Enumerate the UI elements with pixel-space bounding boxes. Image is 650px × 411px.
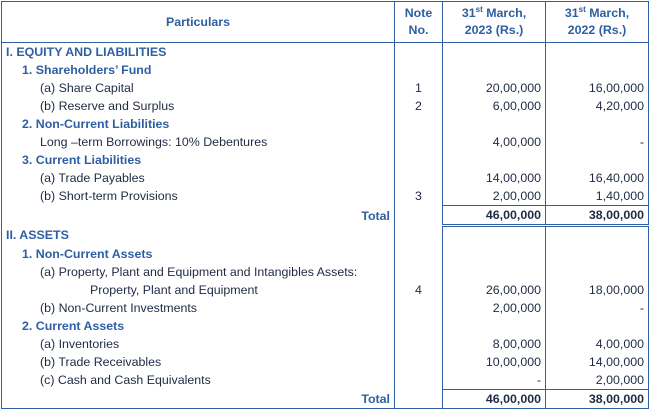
section-label: II. ASSETS bbox=[2, 226, 395, 246]
row-label: (a) Property, Plant and Equipment and Intangibles Assets: bbox=[2, 263, 395, 281]
value-2023: 10,00,000 bbox=[443, 353, 546, 371]
value-2022: - bbox=[546, 299, 649, 317]
value-2023 bbox=[443, 151, 546, 169]
table-row bbox=[2, 281, 649, 299]
total-2022: 38,00,000 bbox=[546, 206, 649, 226]
row-label: (a) Share Capital bbox=[2, 79, 395, 97]
row-label: (c) Cash and Cash Equivalents bbox=[2, 371, 395, 390]
value-2022: - bbox=[546, 133, 649, 151]
section-label: I. EQUITY AND LIABILITIES bbox=[2, 43, 395, 62]
header-y1-month: March, bbox=[482, 6, 527, 20]
value-2023: 26,00,000 bbox=[443, 281, 546, 299]
subheading-label: 1. Shareholders’ Fund bbox=[2, 61, 395, 79]
table-row bbox=[2, 97, 649, 115]
table-row bbox=[2, 79, 649, 97]
value-2022 bbox=[546, 245, 649, 263]
note-cell: 2 bbox=[395, 97, 443, 115]
value-2022: 14,00,000 bbox=[546, 353, 649, 371]
value-2023 bbox=[443, 263, 546, 281]
value-2023 bbox=[443, 61, 546, 79]
header-y1-day: 31 bbox=[461, 6, 476, 20]
header-y2-line2: 2022 (Rs.) bbox=[567, 23, 627, 37]
value-2023 bbox=[443, 43, 546, 62]
table-row bbox=[2, 169, 649, 187]
row-label: (b) Reserve and Surplus bbox=[2, 97, 395, 115]
note-cell: 1 bbox=[395, 79, 443, 97]
row-label: Property, Plant and Equipment bbox=[2, 281, 395, 299]
value-2023: 6,00,000 bbox=[443, 97, 546, 115]
header-y2-month: March, bbox=[585, 6, 630, 20]
note-cell: 4 bbox=[395, 281, 443, 299]
value-2022 bbox=[546, 317, 649, 335]
value-2022: 1,40,000 bbox=[546, 187, 649, 206]
subheading-label: 2. Non-Current Liabilities bbox=[2, 115, 395, 133]
subheading-row bbox=[2, 115, 649, 133]
header-note-line2: No. bbox=[408, 23, 429, 37]
note-cell bbox=[395, 115, 443, 133]
note-cell bbox=[395, 43, 443, 62]
header-y2-sup: st bbox=[578, 4, 586, 14]
value-2022: 16,40,000 bbox=[546, 169, 649, 187]
header-note-no bbox=[395, 2, 443, 43]
total-2023: 46,00,000 bbox=[443, 206, 546, 226]
table-row bbox=[2, 299, 649, 317]
note-cell bbox=[395, 61, 443, 79]
note-cell bbox=[395, 353, 443, 371]
value-2023: - bbox=[443, 371, 546, 390]
section-row bbox=[2, 226, 649, 246]
value-2022: 4,20,000 bbox=[546, 97, 649, 115]
header-year-2022 bbox=[546, 2, 649, 43]
value-2022: 16,00,000 bbox=[546, 79, 649, 97]
row-label: (b) Trade Receivables bbox=[2, 353, 395, 371]
header-note-line1: Note bbox=[404, 6, 433, 20]
note-cell bbox=[395, 226, 443, 246]
value-2023: 8,00,000 bbox=[443, 335, 546, 353]
total-2023: 46,00,000 bbox=[443, 390, 546, 409]
value-2023 bbox=[443, 226, 546, 246]
header-particulars: Particulars bbox=[2, 2, 395, 43]
subheading-label: 3. Current Liabilities bbox=[2, 151, 395, 169]
note-cell bbox=[395, 299, 443, 317]
value-2022: 18,00,000 bbox=[546, 281, 649, 299]
note-cell: 3 bbox=[395, 187, 443, 206]
table-row bbox=[2, 371, 649, 390]
value-2023 bbox=[443, 245, 546, 263]
row-label: (a) Trade Payables bbox=[2, 169, 395, 187]
table-row bbox=[2, 263, 649, 281]
value-2022: 4,00,000 bbox=[546, 335, 649, 353]
table-row bbox=[2, 335, 649, 353]
header-y2-day: 31 bbox=[564, 6, 579, 20]
section-row bbox=[2, 43, 649, 62]
total-2022: 38,00,000 bbox=[546, 390, 649, 409]
balance-sheet-table bbox=[1, 1, 649, 409]
subheading-row bbox=[2, 151, 649, 169]
subheading-label: 2. Current Assets bbox=[2, 317, 395, 335]
subheading-row bbox=[2, 317, 649, 335]
value-2022: 2,00,000 bbox=[546, 371, 649, 390]
header-row bbox=[2, 2, 649, 43]
table-row bbox=[2, 133, 649, 151]
row-label: (b) Non-Current Investments bbox=[2, 299, 395, 317]
value-2022 bbox=[546, 61, 649, 79]
value-2023: 4,00,000 bbox=[443, 133, 546, 151]
subheading-label: 1. Non-Current Assets bbox=[2, 245, 395, 263]
note-cell bbox=[395, 371, 443, 390]
value-2023 bbox=[443, 317, 546, 335]
total-row bbox=[2, 390, 649, 409]
total-label: Total bbox=[2, 390, 395, 409]
row-label: Long –term Borrowings: 10% Debentures bbox=[2, 133, 395, 151]
value-2023: 2,00,000 bbox=[443, 299, 546, 317]
value-2022 bbox=[546, 151, 649, 169]
row-label: (b) Short-term Provisions bbox=[2, 187, 395, 206]
value-2022 bbox=[546, 115, 649, 133]
value-2023 bbox=[443, 115, 546, 133]
note-cell bbox=[395, 169, 443, 187]
value-2022 bbox=[546, 226, 649, 246]
total-label: Total bbox=[2, 206, 395, 226]
note-cell bbox=[395, 390, 443, 409]
subheading-row bbox=[2, 61, 649, 79]
subheading-row bbox=[2, 245, 649, 263]
header-y1-line2: 2023 (Rs.) bbox=[464, 23, 524, 37]
value-2023: 14,00,000 bbox=[443, 169, 546, 187]
header-y1-sup: st bbox=[475, 4, 483, 14]
note-cell bbox=[395, 317, 443, 335]
value-2022 bbox=[546, 43, 649, 62]
value-2023: 20,00,000 bbox=[443, 79, 546, 97]
note-cell bbox=[395, 133, 443, 151]
header-year-2023 bbox=[443, 2, 546, 43]
table-row bbox=[2, 187, 649, 206]
note-cell bbox=[395, 335, 443, 353]
row-label: (a) Inventories bbox=[2, 335, 395, 353]
total-row bbox=[2, 206, 649, 226]
value-2022 bbox=[546, 263, 649, 281]
value-2023: 2,00,000 bbox=[443, 187, 546, 206]
table-row bbox=[2, 353, 649, 371]
note-cell bbox=[395, 206, 443, 226]
note-cell bbox=[395, 263, 443, 281]
note-cell bbox=[395, 151, 443, 169]
note-cell bbox=[395, 245, 443, 263]
